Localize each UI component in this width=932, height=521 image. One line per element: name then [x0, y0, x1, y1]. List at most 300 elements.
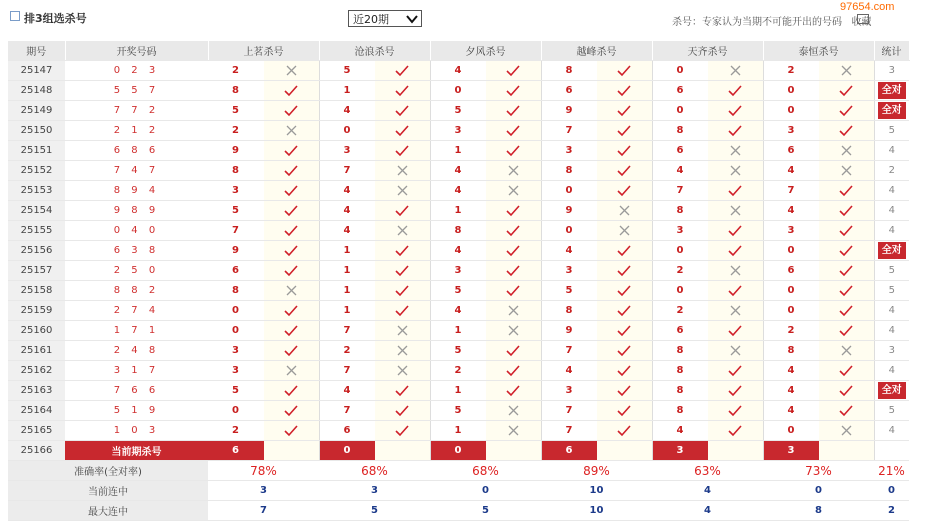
kill-number-cell: 0: [652, 101, 708, 121]
kill-number-note: [672, 13, 872, 28]
kill-number-cell: 3: [763, 121, 819, 141]
stat-cell: 4: [874, 301, 909, 321]
table-row: [8, 421, 909, 441]
draw-numbers-cell: 0 4 0: [65, 221, 208, 241]
kill-number-cell: 1: [319, 301, 375, 321]
kill-number-cell: 4: [430, 241, 486, 261]
col-header-expert: 夕风杀号: [430, 41, 541, 61]
check-icon: [617, 105, 631, 117]
kill-number-cell: 6: [652, 321, 708, 341]
kill-number-cell: 4: [430, 61, 486, 81]
draw-numbers-cell: 7 7 2: [65, 101, 208, 121]
kill-number-cell: 4: [319, 221, 375, 241]
kill-number-cell: 0: [319, 121, 375, 141]
all-correct-badge: 全对: [878, 82, 906, 99]
period-select[interactable]: [348, 10, 422, 27]
draw-numbers-cell: 6 8 6: [65, 141, 208, 161]
kill-number-cell: 3: [541, 381, 597, 401]
result-mark-cell: [486, 281, 541, 301]
cross-icon: [730, 145, 741, 156]
kill-number-cell: 0: [652, 241, 708, 261]
check-icon: [395, 285, 409, 297]
check-icon: [284, 145, 298, 157]
header-row: [8, 41, 909, 61]
stat-cell: 3: [874, 341, 909, 361]
result-mark-cell: [486, 61, 541, 81]
check-icon: [839, 125, 853, 137]
stat-cell: 4: [874, 141, 909, 161]
kill-number-cell: 1: [430, 141, 486, 161]
cross-icon: [397, 185, 408, 196]
check-icon: [617, 285, 631, 297]
kill-number-cell: 4: [652, 161, 708, 181]
result-mark-cell: [819, 101, 874, 121]
kill-number-cell: 0: [208, 301, 264, 321]
check-icon: [728, 385, 742, 397]
result-mark-cell: [486, 321, 541, 341]
kill-number-cell: 4: [430, 161, 486, 181]
kill-number-cell: 6: [763, 141, 819, 161]
result-mark-cell: [375, 261, 430, 281]
period-cell: 25152: [8, 161, 65, 181]
check-icon: [395, 425, 409, 437]
kill-number-cell: 7: [541, 121, 597, 141]
result-mark-cell: [597, 381, 652, 401]
stat-value: 68%: [319, 461, 430, 481]
result-mark-cell: [597, 321, 652, 341]
result-mark-cell: [375, 221, 430, 241]
kill-number-cell: 0: [763, 421, 819, 441]
kill-number-cell: 9: [208, 241, 264, 261]
kill-number-cell: 6: [319, 421, 375, 441]
stat-total: 0: [874, 481, 909, 501]
kill-number-cell: 7: [541, 341, 597, 361]
panel-title: 排3组选杀号: [24, 12, 87, 25]
result-mark-cell: [708, 341, 763, 361]
result-mark-cell: [597, 181, 652, 201]
draw-numbers-cell: 2 7 4: [65, 301, 208, 321]
result-mark-cell: [819, 61, 874, 81]
col-header-expert: 越峰杀号: [541, 41, 652, 61]
col-header-numbers: 开奖号码: [65, 41, 208, 61]
cross-icon: [508, 325, 519, 336]
result-mark-cell: [597, 121, 652, 141]
kill-number-cell: 2: [652, 301, 708, 321]
result-mark-cell: [264, 301, 319, 321]
kill-number-cell: 5: [430, 401, 486, 421]
result-mark-cell: [375, 141, 430, 161]
cross-icon: [730, 65, 741, 76]
kill-number-cell: 8: [652, 121, 708, 141]
result-mark-cell: [375, 161, 430, 181]
kill-number-cell: 5: [430, 281, 486, 301]
result-mark-cell: [375, 401, 430, 421]
result-mark-cell: [819, 321, 874, 341]
stat-value: 68%: [430, 461, 541, 481]
kill-number-cell: 9: [208, 141, 264, 161]
result-mark-cell: [486, 341, 541, 361]
result-mark-cell: [708, 121, 763, 141]
check-icon: [395, 385, 409, 397]
draw-numbers-cell: 6 3 8: [65, 241, 208, 261]
result-mark-cell: [375, 341, 430, 361]
kill-number-cell: 8: [208, 281, 264, 301]
result-mark-cell: [708, 321, 763, 341]
check-icon: [617, 365, 631, 377]
check-icon: [617, 125, 631, 137]
table-row: [8, 241, 909, 261]
kill-number-cell: 5: [208, 381, 264, 401]
draw-numbers-cell: 9 8 9: [65, 201, 208, 221]
cross-icon: [841, 165, 852, 176]
result-mark-cell: [708, 81, 763, 101]
accuracy-row: [8, 461, 909, 481]
result-mark-cell: [597, 421, 652, 441]
result-mark-cell: [597, 341, 652, 361]
stat-value: 8: [763, 501, 874, 521]
check-icon: [395, 205, 409, 217]
result-mark-cell: [486, 401, 541, 421]
table-row: [8, 61, 909, 81]
result-mark-cell: [597, 101, 652, 121]
check-icon: [839, 245, 853, 257]
period-cell: 25158: [8, 281, 65, 301]
result-mark-cell: [375, 81, 430, 101]
draw-numbers-cell: 1 7 1: [65, 321, 208, 341]
kill-number-cell: 5: [208, 101, 264, 121]
result-mark-cell: [597, 161, 652, 181]
result-mark-cell: [486, 421, 541, 441]
col-header-expert: 天齐杀号: [652, 41, 763, 61]
stat-row-label: 准确率(全对率): [8, 461, 208, 481]
result-mark-cell: [264, 181, 319, 201]
stat-cell: 4: [874, 321, 909, 341]
result-mark-cell: [708, 421, 763, 441]
check-icon: [395, 125, 409, 137]
kill-number-cell: 8: [208, 161, 264, 181]
kill-number-cell: 8: [652, 401, 708, 421]
check-icon: [728, 425, 742, 437]
check-icon: [839, 385, 853, 397]
cross-icon: [619, 205, 630, 216]
check-icon: [617, 185, 631, 197]
kill-number-cell: 0: [430, 81, 486, 101]
result-mark-cell: [486, 81, 541, 101]
kill-number-cell: 0: [763, 81, 819, 101]
kill-number-cell: 4: [763, 361, 819, 381]
stat-row-label: 当前连中: [8, 481, 208, 501]
kill-number-cell: 4: [541, 241, 597, 261]
check-icon: [506, 225, 520, 237]
result-mark-cell: [708, 101, 763, 121]
kill-number-cell: 3: [430, 261, 486, 281]
draw-numbers-cell: 8 9 4: [65, 181, 208, 201]
bookmark-icon[interactable]: [857, 14, 869, 24]
stat-row-label: 最大连中: [8, 501, 208, 521]
kill-number-cell: 8: [652, 341, 708, 361]
result-mark-cell: [819, 401, 874, 421]
check-icon: [839, 305, 853, 317]
draw-numbers-cell: 8 8 2: [65, 281, 208, 301]
result-mark-cell: [264, 61, 319, 81]
result-mark-cell: [597, 141, 652, 161]
result-mark-cell: [375, 121, 430, 141]
result-mark-cell: [597, 241, 652, 261]
cross-icon: [397, 365, 408, 376]
cross-icon: [508, 405, 519, 416]
result-mark-cell: [708, 281, 763, 301]
cross-icon: [730, 205, 741, 216]
kill-number-cell: 2: [319, 341, 375, 361]
check-icon: [839, 85, 853, 97]
check-icon: [506, 85, 520, 97]
result-mark-cell: [708, 221, 763, 241]
result-mark-cell: [264, 261, 319, 281]
period-cell: 25154: [8, 201, 65, 221]
result-mark-cell: [597, 201, 652, 221]
result-mark-cell: [375, 201, 430, 221]
result-mark-cell: [486, 121, 541, 141]
check-icon: [395, 65, 409, 77]
check-icon: [284, 345, 298, 357]
kill-number-cell: 0: [763, 301, 819, 321]
kill-number-cell: 7: [319, 361, 375, 381]
result-mark-cell: [819, 181, 874, 201]
check-icon: [506, 105, 520, 117]
check-icon: [506, 125, 520, 137]
kill-number-cell: 4: [319, 101, 375, 121]
check-icon: [284, 405, 298, 417]
period-cell: 25151: [8, 141, 65, 161]
cross-icon: [286, 65, 297, 76]
kill-number-cell: 8: [652, 201, 708, 221]
result-mark-cell: [708, 361, 763, 381]
cross-icon: [397, 345, 408, 356]
collect-link[interactable]: 收藏: [851, 17, 872, 28]
kill-number-cell: 3: [541, 141, 597, 161]
stat-cell: 4: [874, 421, 909, 441]
check-icon: [728, 405, 742, 417]
result-mark-cell: [264, 281, 319, 301]
stat-cell: 4: [874, 181, 909, 201]
check-icon: [617, 345, 631, 357]
result-mark-cell: [708, 381, 763, 401]
result-mark-cell: [375, 101, 430, 121]
result-mark-cell: [264, 221, 319, 241]
stat-value: 0: [430, 481, 541, 501]
current-kill-number: 0: [319, 441, 375, 461]
stat-value: 0: [763, 481, 874, 501]
result-mark-cell: [819, 161, 874, 181]
current-kill-label: 当前期杀号: [65, 441, 208, 461]
check-icon: [617, 145, 631, 157]
table-row: [8, 281, 909, 301]
kill-number-cell: 4: [652, 421, 708, 441]
current-streak-row: [8, 481, 909, 501]
kill-number-cell: 4: [319, 201, 375, 221]
blank-cell: [264, 441, 319, 461]
stat-cell: 4: [874, 201, 909, 221]
cross-icon: [397, 165, 408, 176]
period-cell: 25160: [8, 321, 65, 341]
table-row: [8, 401, 909, 421]
cross-icon: [619, 225, 630, 236]
stat-value: 3: [319, 481, 430, 501]
kill-number-cell: 9: [541, 201, 597, 221]
kill-number-cell: 6: [763, 261, 819, 281]
kill-number-cell: 7: [319, 161, 375, 181]
kill-number-cell: 0: [763, 101, 819, 121]
kill-number-cell: 8: [541, 161, 597, 181]
kill-number-cell: 7: [652, 181, 708, 201]
result-mark-cell: [486, 201, 541, 221]
stat-value: 5: [319, 501, 430, 521]
kill-number-cell: 5: [430, 341, 486, 361]
check-icon: [506, 385, 520, 397]
stat-value: 5: [430, 501, 541, 521]
stat-value: 7: [208, 501, 319, 521]
period-cell: 25147: [8, 61, 65, 81]
result-mark-cell: [264, 121, 319, 141]
check-icon: [728, 225, 742, 237]
kill-number-cell: 4: [319, 381, 375, 401]
kill-number-cell: 5: [430, 101, 486, 121]
result-mark-cell: [264, 81, 319, 101]
result-mark-cell: [819, 221, 874, 241]
kill-number-cell: 3: [652, 221, 708, 241]
kill-number-cell: 7: [208, 221, 264, 241]
check-icon: [728, 185, 742, 197]
kill-number-cell: 1: [430, 201, 486, 221]
result-mark-cell: [819, 241, 874, 261]
kill-number-cell: 4: [763, 201, 819, 221]
stat-cell: 4: [874, 221, 909, 241]
kill-number-cell: 5: [208, 201, 264, 221]
site-watermark: 97654.com: [840, 1, 895, 13]
kill-number-cell: 8: [652, 381, 708, 401]
period-cell: 25150: [8, 121, 65, 141]
blank-cell: [819, 441, 874, 461]
result-mark-cell: [819, 381, 874, 401]
collapse-toggle[interactable]: [10, 11, 20, 21]
draw-numbers-cell: 2 1 2: [65, 121, 208, 141]
period-cell: 25166: [8, 441, 65, 461]
result-mark-cell: [819, 341, 874, 361]
cross-icon: [397, 325, 408, 336]
stat-value: 63%: [652, 461, 763, 481]
table-row: [8, 81, 909, 101]
kill-number-cell: 3: [208, 181, 264, 201]
check-icon: [728, 325, 742, 337]
check-icon: [839, 285, 853, 297]
kill-number-cell: 8: [763, 341, 819, 361]
kill-number-table: [8, 41, 910, 521]
check-icon: [506, 205, 520, 217]
kill-number-cell: 4: [430, 301, 486, 321]
stat-total: 21%: [874, 461, 909, 481]
table-row: [8, 201, 909, 221]
result-mark-cell: [819, 421, 874, 441]
result-mark-cell: [708, 401, 763, 421]
cross-icon: [508, 425, 519, 436]
result-mark-cell: [597, 221, 652, 241]
kill-number-cell: 2: [208, 61, 264, 81]
check-icon: [284, 185, 298, 197]
kill-number-cell: 4: [763, 401, 819, 421]
result-mark-cell: [264, 361, 319, 381]
result-mark-cell: [264, 421, 319, 441]
cross-icon: [730, 305, 741, 316]
check-icon: [284, 425, 298, 437]
draw-numbers-cell: 2 5 0: [65, 261, 208, 281]
blank-cell: [597, 441, 652, 461]
check-icon: [395, 305, 409, 317]
check-icon: [617, 385, 631, 397]
stat-value: 10: [541, 501, 652, 521]
check-icon: [506, 145, 520, 157]
kill-number-cell: 2: [208, 121, 264, 141]
kill-number-cell: 5: [319, 61, 375, 81]
kill-number-cell: 0: [763, 241, 819, 261]
result-mark-cell: [486, 361, 541, 381]
check-icon: [506, 365, 520, 377]
check-icon: [839, 405, 853, 417]
note-text: 杀号：专家认为当期不可能开出的号码: [672, 17, 842, 28]
draw-numbers-cell: 3 1 7: [65, 361, 208, 381]
period-cell: 25153: [8, 181, 65, 201]
result-mark-cell: [819, 81, 874, 101]
result-mark-cell: [708, 61, 763, 81]
kill-number-cell: 7: [763, 181, 819, 201]
check-icon: [839, 265, 853, 277]
check-icon: [617, 65, 631, 77]
result-mark-cell: [486, 241, 541, 261]
check-icon: [728, 105, 742, 117]
check-icon: [617, 85, 631, 97]
kill-number-cell: 3: [208, 341, 264, 361]
kill-number-cell: 3: [430, 121, 486, 141]
kill-number-cell: 0: [763, 281, 819, 301]
check-icon: [395, 405, 409, 417]
check-icon: [284, 245, 298, 257]
check-icon: [617, 425, 631, 437]
result-mark-cell: [819, 121, 874, 141]
current-kill-number: 3: [652, 441, 708, 461]
result-mark-cell: [264, 341, 319, 361]
stat-cell: 5: [874, 121, 909, 141]
col-header-expert: 沧浪杀号: [319, 41, 430, 61]
chevron-down-icon: [406, 14, 418, 24]
table-row: [8, 181, 909, 201]
result-mark-cell: [597, 81, 652, 101]
stat-cell: 3: [874, 61, 909, 81]
kill-number-cell: 6: [652, 141, 708, 161]
check-icon: [284, 105, 298, 117]
period-cell: 25156: [8, 241, 65, 261]
col-header-expert: 上茗杀号: [208, 41, 319, 61]
kill-number-cell: 9: [541, 101, 597, 121]
result-mark-cell: [486, 381, 541, 401]
result-mark-cell: [264, 201, 319, 221]
stat-value: 10: [541, 481, 652, 501]
stat-value: 89%: [541, 461, 652, 481]
result-mark-cell: [597, 281, 652, 301]
kill-number-cell: 6: [541, 81, 597, 101]
kill-number-cell: 4: [763, 381, 819, 401]
result-mark-cell: [819, 281, 874, 301]
cross-icon: [730, 345, 741, 356]
check-icon: [617, 325, 631, 337]
